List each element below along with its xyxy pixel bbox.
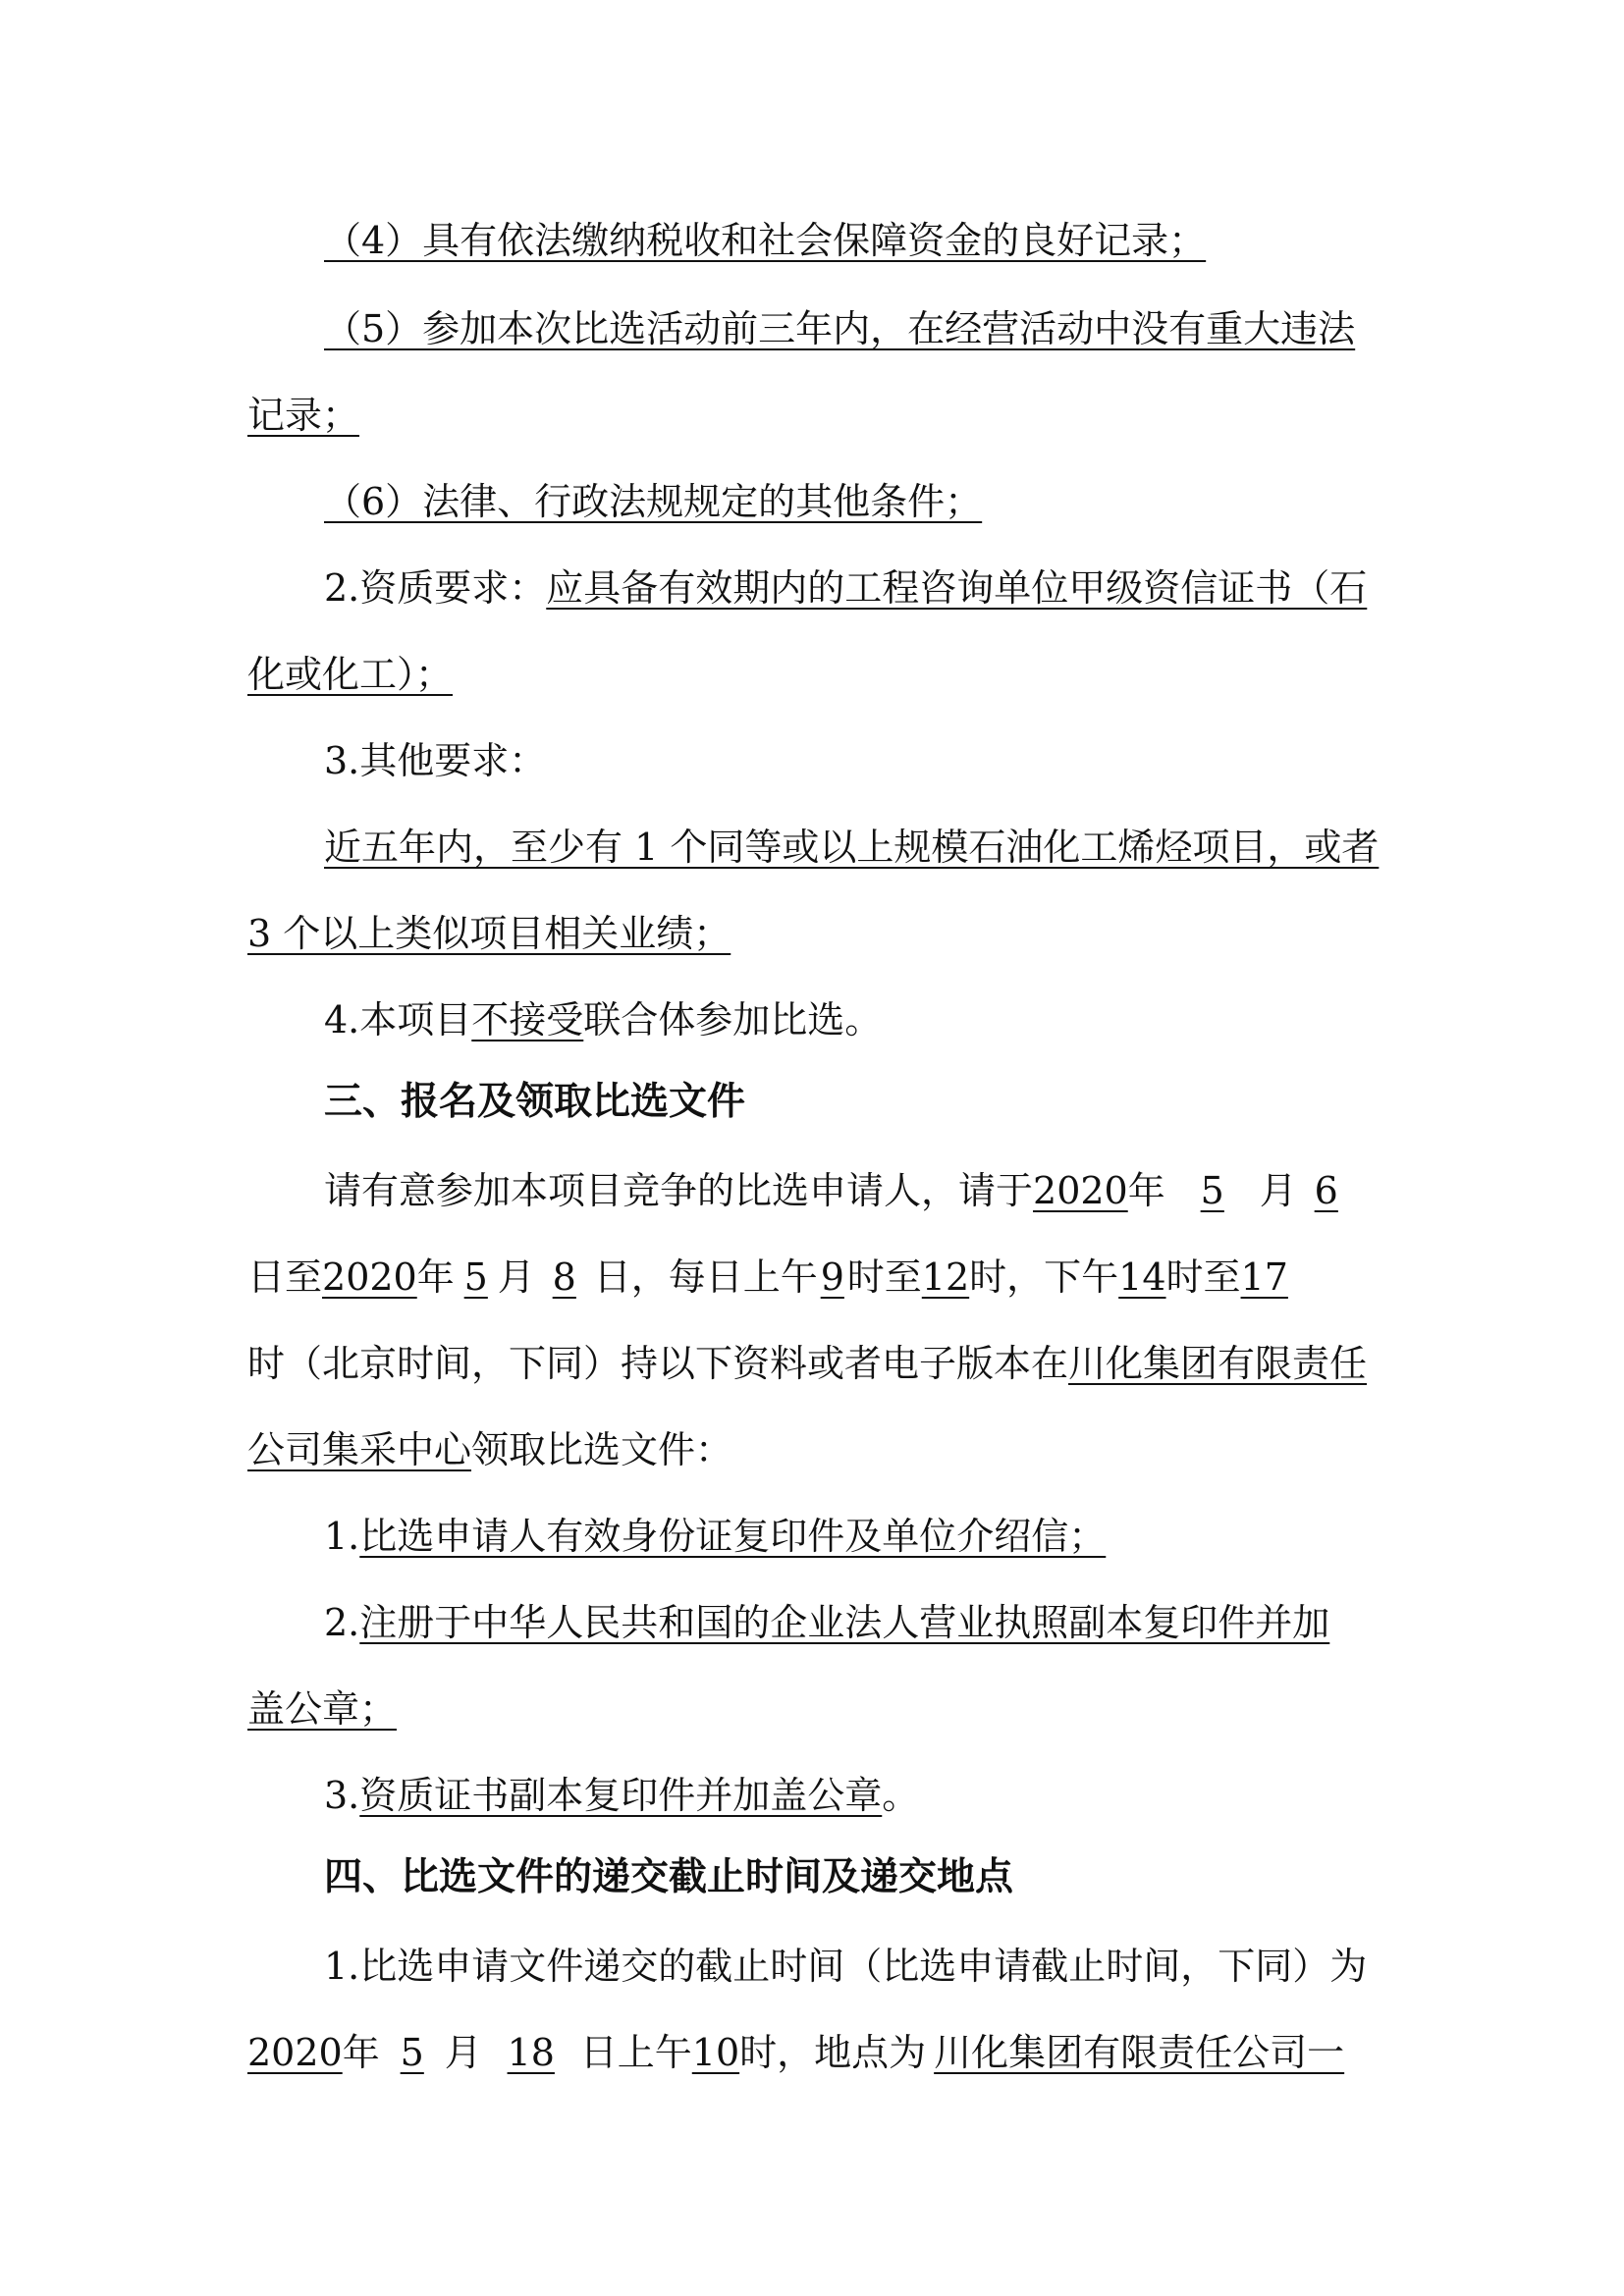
daily-am-text: 日，每日上午	[593, 1255, 818, 1299]
requirement-item-5-text: （5）参加本次比选活动前三年内，在经营活动中没有重大违法	[324, 307, 1356, 350]
required-doc-2-line1	[324, 1600, 1329, 1645]
qualification-line2	[247, 652, 472, 697]
doc-2-text-cont: 盖公章；	[247, 1687, 398, 1731]
section3-heading: 三、报名及领取比选文件	[324, 1080, 746, 1124]
reg-start-year: 2020	[1033, 1169, 1128, 1212]
other-requirements-text: 近五年内，至少有 1 个同等或以上规模石油化工烯烃项目，或者	[324, 826, 1380, 869]
requirement-item-4-text: （4）具有依法缴纳税收和社会保障资金的良好记录；	[324, 219, 1207, 262]
doc-1-number: 1.	[324, 1515, 360, 1558]
qualification-text-cont: 化或化工）；	[247, 653, 454, 696]
doc-3-text: 资质证书副本复印件并加盖公章	[359, 1774, 883, 1817]
pickup-place-cont: 公司集采中心	[247, 1428, 472, 1471]
materials-text: 时（北京时间，下同）持以下资料或者电子版本在	[247, 1342, 1069, 1385]
other-requirements-line2	[247, 911, 731, 956]
deadline-intro: 1.比选申请文件递交的截止时间（比选申请截止时间，下同）为	[324, 1945, 1368, 1988]
hour-to-text-2: 时至	[1165, 1255, 1241, 1299]
reg-start-day: 6	[1314, 1169, 1338, 1212]
year-char-2: 年	[416, 1255, 455, 1299]
pickup-suffix: 领取比选文件：	[471, 1428, 733, 1471]
reg-end-day: 8	[552, 1255, 576, 1299]
am-start-hour: 9	[820, 1255, 844, 1299]
qualification-label: 2.资质要求：	[324, 566, 547, 610]
section4-heading: 四、比选文件的递交截止时间及递交地点	[324, 1855, 1014, 1899]
other-requirements-label	[324, 738, 546, 783]
hour-to-text: 时至	[846, 1255, 922, 1299]
deadline-day-am: 日上午	[579, 2031, 692, 2074]
section3-line3	[247, 1341, 1367, 1386]
doc-1-text: 比选申请人有效身份证复印件及单位介绍信；	[359, 1515, 1107, 1558]
doc-2-number: 2.	[324, 1601, 360, 1644]
reg-start-month: 5	[1200, 1169, 1224, 1212]
doc-2-text: 注册于中华人民共和国的企业法人营业执照副本复印件并加	[359, 1601, 1330, 1644]
doc-3-number: 3.	[324, 1774, 360, 1817]
required-doc-3	[324, 1773, 919, 1818]
qualification-text: 应具备有效期内的工程咨询单位甲级资信证书（石	[546, 566, 1368, 610]
section3-line1	[324, 1168, 1356, 1213]
day-to-text: 日至	[247, 1255, 323, 1299]
requirement-item-6	[324, 479, 1001, 524]
section4-line1	[324, 1944, 1367, 1989]
deadline-month-char: 月	[444, 2031, 482, 2074]
year-char: 年	[1127, 1169, 1165, 1212]
deadline-month: 5	[400, 2031, 424, 2074]
joint-venture-prefix: 4.本项目	[324, 998, 472, 1041]
required-doc-2-line2	[247, 1686, 410, 1732]
joint-venture-underlined: 不接受	[471, 998, 584, 1041]
deadline-year-char: 年	[342, 2031, 380, 2074]
am-end-hour: 12	[921, 1255, 970, 1299]
deadline-hour: 10	[691, 2031, 740, 2074]
required-doc-1	[324, 1514, 1125, 1559]
section3-intro: 请有意参加本项目竞争的比选申请人，请于	[324, 1169, 1034, 1212]
requirement-item-5-line2	[247, 393, 379, 438]
month-char-2: 月	[497, 1255, 535, 1299]
month-char: 月	[1259, 1169, 1297, 1212]
pm-start-hour: 14	[1118, 1255, 1166, 1299]
hour-pm-text: 时，下午	[969, 1255, 1119, 1299]
deadline-place-label: 时，地点为	[739, 2031, 927, 2074]
requirement-item-4	[324, 218, 1225, 263]
other-requirements-text-cont: 3 个以上类似项目相关业绩；	[247, 912, 731, 955]
other-requirements-title: 3.其他要求：	[324, 739, 547, 782]
pickup-place: 川化集团有限责任	[1068, 1342, 1368, 1385]
requirement-item-5-text-cont: 记录；	[247, 394, 360, 437]
section3-line2	[247, 1255, 1288, 1300]
joint-venture-line	[324, 997, 882, 1042]
doc-3-end: 。	[882, 1774, 920, 1817]
requirement-item-6-text: （6）法律、行政法规规定的其他条件；	[324, 480, 983, 523]
pm-end-hour: 17	[1240, 1255, 1288, 1299]
section3-line4	[247, 1427, 732, 1472]
requirement-item-5-line1	[324, 306, 1355, 351]
section4-line2	[247, 2030, 1344, 2075]
qualification-line1	[324, 565, 1367, 611]
deadline-place: 川化集团有限责任公司一	[934, 2031, 1345, 2074]
joint-venture-suffix: 联合体参加比选。	[583, 998, 883, 1041]
reg-end-year: 2020	[322, 1255, 417, 1299]
deadline-day: 18	[507, 2031, 555, 2074]
other-requirements-line1	[324, 825, 1379, 870]
reg-end-month: 5	[463, 1255, 488, 1299]
deadline-year: 2020	[247, 2031, 343, 2074]
